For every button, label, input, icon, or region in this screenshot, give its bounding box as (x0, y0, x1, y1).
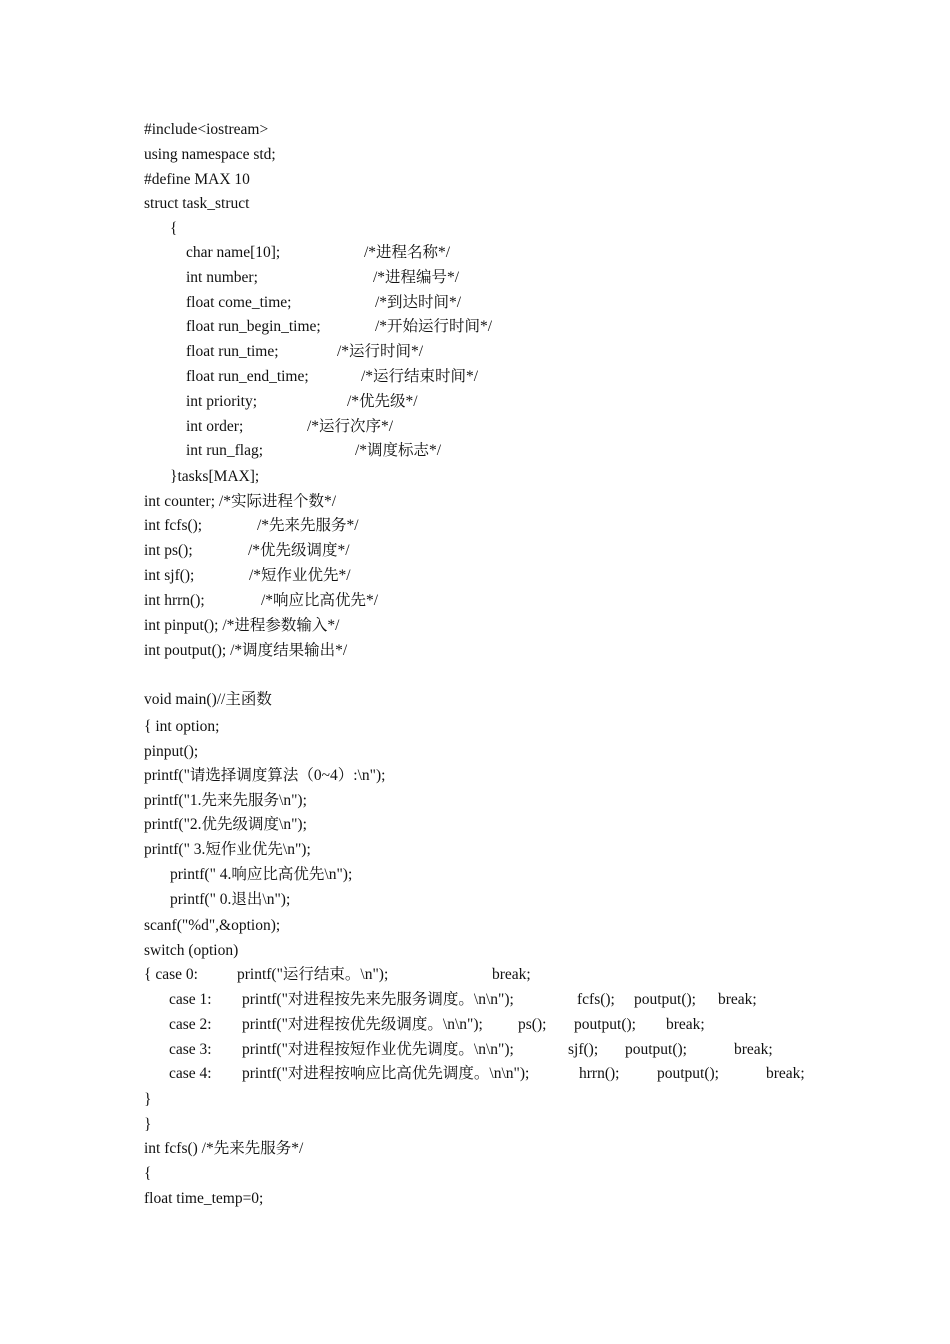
field-code: int priority; (186, 393, 258, 410)
decl-comment: /*响应比高优先*/ (261, 592, 379, 609)
code-line: struct task_struct (144, 195, 250, 212)
code-line: #include<iostream> (144, 121, 269, 138)
field-code: float come_time; (186, 294, 292, 311)
case-call: hrrn(); (579, 1065, 620, 1082)
code-line: { (144, 1165, 152, 1182)
case-call: sjf(); (568, 1041, 599, 1058)
code-line: { int option; (144, 718, 220, 735)
case-printf: printf("运行结束。\n"); (237, 966, 389, 983)
code-line: printf("1.先来先服务\n"); (144, 792, 307, 809)
code-line: printf(" 3.短作业优先\n"); (144, 841, 311, 858)
case-output: poutput(); (625, 1041, 687, 1058)
field-comment: /*调度标志*/ (355, 442, 442, 459)
code-line: } (144, 1091, 152, 1108)
case-call: fcfs(); (577, 991, 615, 1008)
code-line: printf("请选择调度算法（0~4）:\n"); (144, 767, 386, 784)
code-line: pinput(); (144, 743, 199, 760)
field-comment: /*到达时间*/ (375, 294, 462, 311)
case-break: break; (766, 1065, 805, 1082)
code-line: int pinput(); /*进程参数输入*/ (144, 617, 340, 634)
case-break: break; (666, 1016, 705, 1033)
field-comment: /*运行结束时间*/ (361, 368, 479, 385)
case-label: case 4: (169, 1065, 212, 1082)
case-label: case 1: (169, 991, 212, 1008)
decl-code: int hrrn(); (144, 592, 205, 609)
decl-code: int fcfs(); (144, 517, 203, 534)
code-line: int fcfs() /*先来先服务*/ (144, 1140, 304, 1157)
code-line: printf(" 0.退出\n"); (170, 891, 291, 908)
code-line: }tasks[MAX]; (170, 468, 260, 485)
field-code: int run_flag; (186, 442, 264, 459)
decl-comment: /*短作业优先*/ (249, 567, 351, 584)
field-code: float run_time; (186, 343, 279, 360)
decl-code: int sjf(); (144, 567, 195, 584)
case-printf: printf("对进程按响应比高优先调度。\n\n"); (242, 1065, 530, 1082)
case-printf: printf("对进程按短作业优先调度。\n\n"); (242, 1041, 514, 1058)
case-break: break; (734, 1041, 773, 1058)
code-line: printf("2.优先级调度\n"); (144, 816, 307, 833)
case-break: break; (492, 966, 531, 983)
code-line: scanf("%d",&option); (144, 917, 281, 934)
field-code: char name[10]; (186, 244, 281, 261)
case-printf: printf("对进程按先来先服务调度。\n\n"); (242, 991, 514, 1008)
code-line: using namespace std; (144, 146, 276, 163)
code-line: int counter; /*实际进程个数*/ (144, 493, 337, 510)
case-label: case 3: (169, 1041, 212, 1058)
field-comment: /*运行时间*/ (337, 343, 424, 360)
case-output: poutput(); (634, 991, 696, 1008)
decl-code: int ps(); (144, 542, 193, 559)
case-output: poutput(); (657, 1065, 719, 1082)
code-line: int poutput(); /*调度结果输出*/ (144, 642, 348, 659)
case-label: { case 0: (144, 966, 198, 983)
code-line: switch (option) (144, 942, 239, 959)
code-line: float time_temp=0; (144, 1190, 264, 1207)
case-call: ps(); (518, 1016, 547, 1033)
field-code: float run_end_time; (186, 368, 309, 385)
case-label: case 2: (169, 1016, 212, 1033)
field-code: int number; (186, 269, 258, 286)
field-code: float run_begin_time; (186, 318, 321, 335)
field-code: int order; (186, 418, 244, 435)
code-line: #define MAX 10 (144, 171, 250, 188)
field-comment: /*优先级*/ (347, 393, 418, 410)
case-printf: printf("对进程按优先级调度。\n\n"); (242, 1016, 483, 1033)
code-line: } (144, 1116, 152, 1133)
case-break: break; (718, 991, 757, 1008)
field-comment: /*进程编号*/ (373, 269, 460, 286)
decl-comment: /*先来先服务*/ (257, 517, 359, 534)
code-line: { (170, 220, 178, 237)
field-comment: /*开始运行时间*/ (375, 318, 493, 335)
case-output: poutput(); (574, 1016, 636, 1033)
field-comment: /*运行次序*/ (307, 418, 394, 435)
decl-comment: /*优先级调度*/ (248, 542, 350, 559)
code-line: printf(" 4.响应比高优先\n"); (170, 866, 353, 883)
code-line: void main()//主函数 (144, 691, 272, 708)
field-comment: /*进程名称*/ (364, 244, 451, 261)
